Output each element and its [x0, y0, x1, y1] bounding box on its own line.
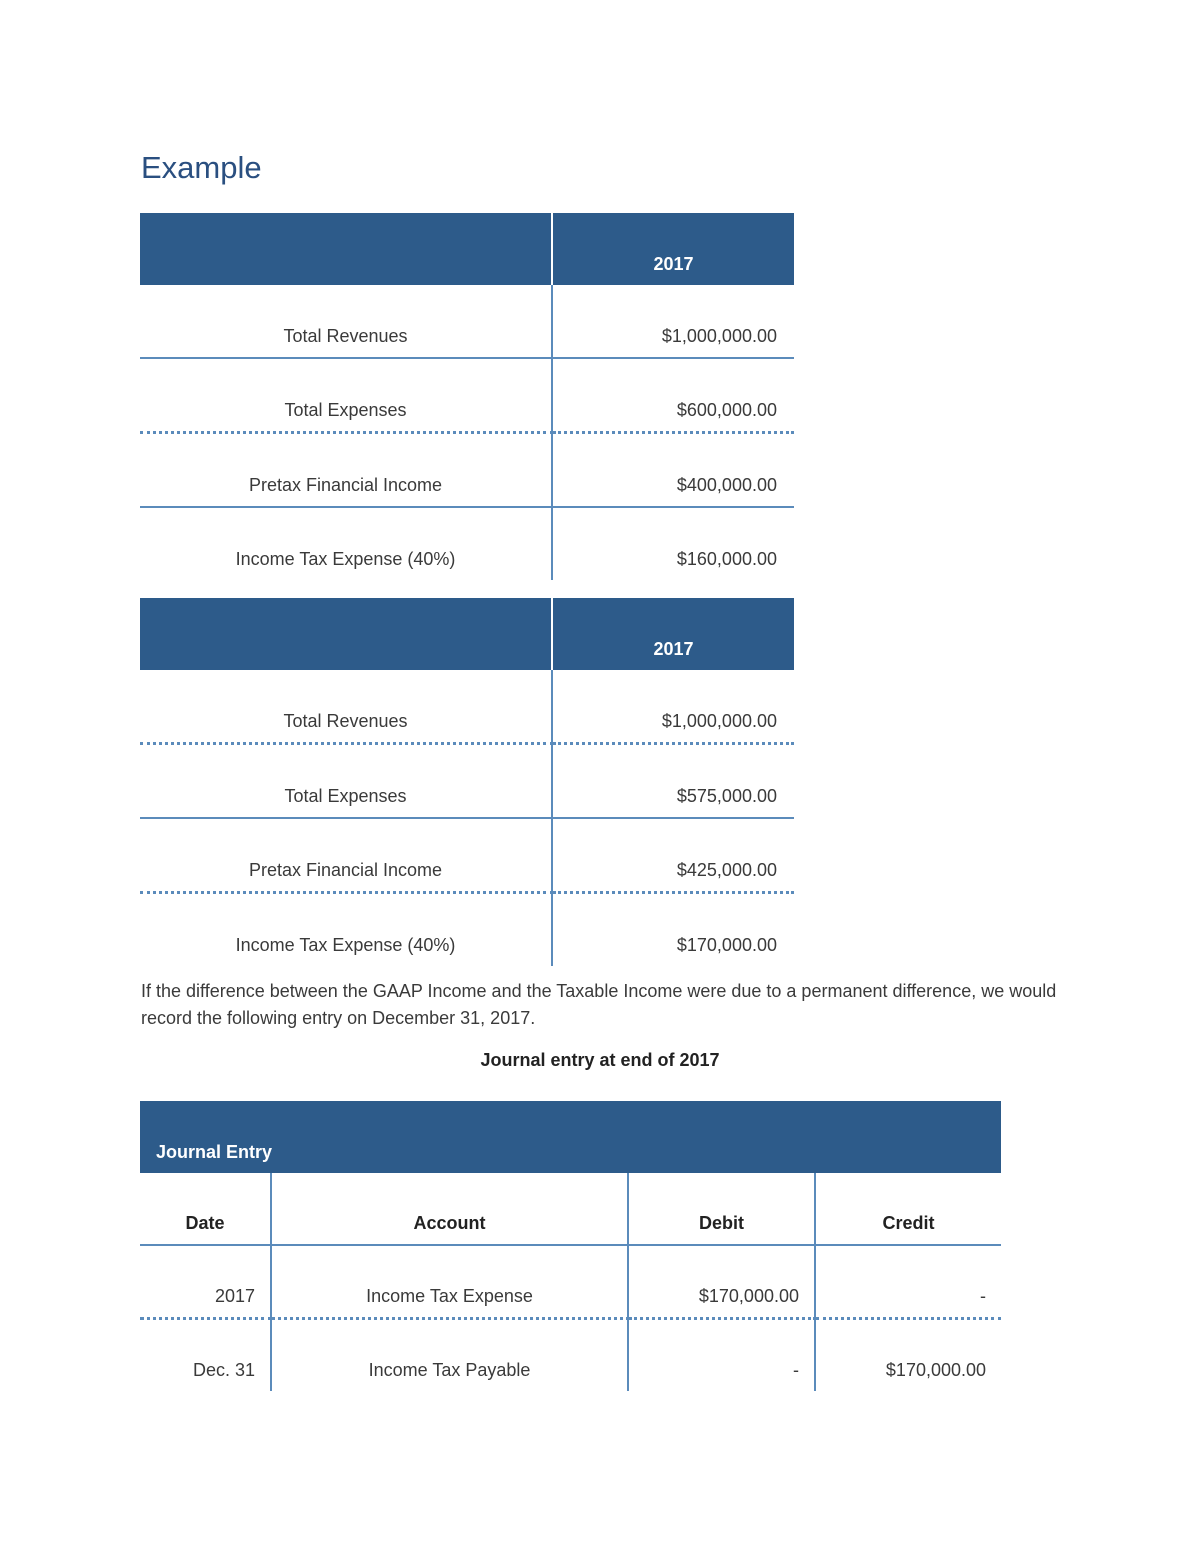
year-label: 2017 — [653, 639, 694, 659]
row-label: Pretax Financial Income — [248, 475, 443, 495]
debit-cell: - — [628, 1318, 815, 1391]
table-row — [140, 358, 794, 433]
table-row — [140, 1318, 1001, 1391]
journal-header-row — [140, 1173, 1001, 1245]
row-label: Total Expenses — [284, 400, 407, 420]
row-label: Pretax Financial Income — [248, 860, 443, 880]
header-year-cell — [552, 598, 794, 670]
debit-cell: $170,000.00 — [628, 1245, 815, 1318]
row-value: $425,000.00 — [676, 860, 777, 880]
account-cell: Income Tax Payable — [271, 1318, 628, 1391]
credit-cell: $170,000.00 — [885, 1360, 987, 1380]
explanation-paragraph: If the difference between the GAAP Income and the Taxable Income were due to a permanent difference, we would record the following entry on December 31, 2017. — [141, 981, 1057, 1028]
table-row — [140, 818, 794, 893]
journal-caption: Journal entry at end of 2017 — [480, 1050, 720, 1070]
credit-header: Credit — [815, 1173, 1001, 1245]
header-blank-cell — [140, 598, 552, 670]
row-label: Total Revenues — [283, 326, 408, 346]
credit-cell: - — [815, 1245, 1001, 1318]
table-header-row — [140, 598, 794, 670]
row-value: $600,000.00 — [676, 400, 777, 420]
page-title: Example — [141, 150, 262, 185]
row-value: $1,000,000.00 — [661, 711, 777, 731]
table-row — [140, 893, 794, 967]
table-row — [140, 285, 794, 358]
header-year-cell — [552, 213, 794, 285]
table-row — [140, 744, 794, 819]
row-label: Income Tax Expense (40%) — [235, 549, 456, 569]
year-label: 2017 — [653, 254, 694, 274]
row-value: $400,000.00 — [676, 475, 777, 495]
account-header: Account — [271, 1173, 628, 1245]
income-table-2 — [140, 598, 794, 966]
row-value: $170,000.00 — [676, 935, 777, 955]
table-header-row — [140, 213, 794, 285]
row-label: Total Revenues — [283, 711, 408, 731]
date-cell: 2017 — [140, 1245, 271, 1318]
row-label: Total Expenses — [284, 786, 407, 806]
row-value: $1,000,000.00 — [661, 326, 777, 346]
date-header: Date — [140, 1173, 271, 1245]
debit-header: Debit — [628, 1173, 815, 1245]
income-table-1 — [140, 213, 794, 580]
journal-banner: Journal Entry — [140, 1101, 1001, 1173]
table-row — [140, 433, 794, 508]
row-label: Income Tax Expense (40%) — [235, 935, 456, 955]
date-cell: Dec. 31 — [140, 1318, 271, 1391]
table-row — [140, 1245, 1001, 1318]
row-value: $575,000.00 — [676, 786, 777, 806]
journal-entry-table — [140, 1101, 1001, 1391]
table-row — [140, 670, 794, 744]
journal-banner-row — [140, 1101, 1001, 1173]
account-cell: Income Tax Expense — [271, 1245, 628, 1318]
header-blank-cell — [140, 213, 552, 285]
row-value: $160,000.00 — [676, 549, 777, 569]
table-row — [140, 507, 794, 580]
